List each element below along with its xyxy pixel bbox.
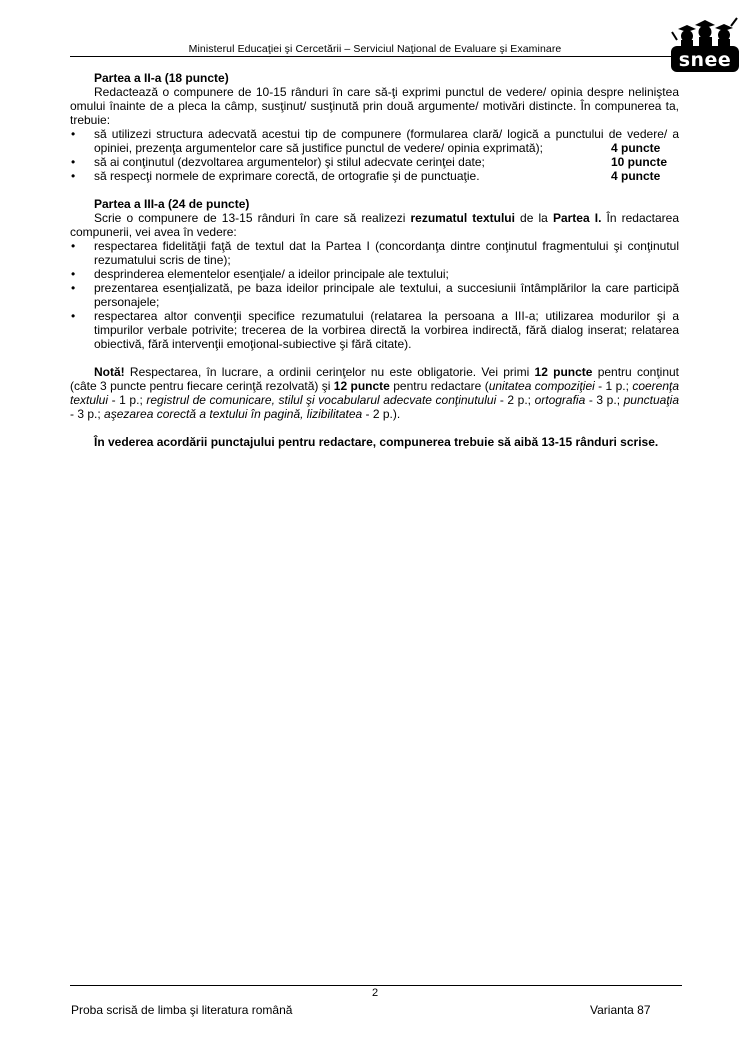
- note-label: Notă!: [94, 365, 125, 379]
- note-emphasis: 12 puncte: [534, 365, 593, 379]
- part2-intro: Redactează o compunere de 10-15 rânduri în care să-ţi exprimi punctul de vedere/ opinia despre neliniştea omului înainte de a pleca la câmp, susţinut/ susţinută prin două argumente/ motivări distincte. În compunerea ta, trebuie:: [70, 85, 679, 127]
- header-divider: [70, 56, 682, 57]
- requirement-text: desprinderea elementelor esenţiale/ a ideilor principale ale textului;: [94, 267, 449, 281]
- note-text: pentru redactare (: [389, 379, 489, 393]
- bullet-icon: •: [71, 169, 76, 183]
- note-text: pentru conţinut (câte 3 puncte pentru fiecare cerinţă rezolvată) şi: [70, 365, 680, 393]
- footer-variant: Varianta 87: [590, 1003, 651, 1017]
- note-text: - 2 p.;: [496, 393, 535, 407]
- requirement-text: să utilizezi structura adecvată acestui tip de compunere (formularea clară/ logică a punctului de vedere/ a opiniei, prezenţa argumentelor care să justifice punctul de vedere/ opinia exprimată);: [94, 127, 679, 155]
- note-italic: punctuaţia: [623, 393, 679, 407]
- note-emphasis: 12 puncte: [333, 379, 390, 393]
- footer-subject: Proba scrisă de limba şi literatura română: [71, 1003, 293, 1017]
- page-header-title: Ministerul Educaţiei şi Cercetării – Serviciul Naţional de Evaluare şi Examinare: [188, 43, 562, 55]
- note-italic: coerenţa textului: [70, 379, 680, 407]
- list-item: [70, 309, 679, 351]
- bullet-icon: •: [71, 281, 76, 295]
- part3-intro-text: Scrie o compunere de 13-15 rânduri în care să realizezi: [94, 211, 411, 225]
- list-item: [70, 155, 679, 169]
- footer-divider: [70, 985, 682, 986]
- bullet-icon: •: [71, 155, 76, 169]
- list-item: [70, 281, 679, 309]
- page-number: 2: [371, 987, 379, 999]
- part3-intro: [70, 211, 679, 239]
- grading-note: [70, 365, 679, 421]
- part3-intro-text: În redactarea compunerii, vei avea în vedere:: [70, 211, 679, 239]
- note-italic: aşezarea corectă a textului în pagină, lizibilitatea: [104, 407, 363, 421]
- bullet-icon: •: [71, 239, 76, 253]
- list-item: [70, 127, 679, 155]
- logo-text: snee: [678, 49, 732, 71]
- part3-title: Partea a III-a (24 de puncte): [94, 197, 250, 211]
- requirement-text: respectarea altor convenţii specifice rezumatului (relatarea la persoana a III-a; utilizarea modurilor şi a timpurilor verbale potrivite; trecerea de la vorbirea directă la vorbirea indirectă, fără dialog inserat; relatarea obiectivă, fără intervenţii emoţional-subiective şi fără citate).: [94, 309, 679, 351]
- part2-requirements-list: [70, 127, 679, 183]
- note-text: - 1 p.;: [594, 379, 633, 393]
- part3-intro-emphasis: Partea I.: [552, 211, 602, 225]
- requirement-text: respectarea fidelităţii faţă de textul dat la Partea I (concordanţa dintre conţinutul fragmentului şi conţinutul rezumatului scris de tine);: [94, 239, 679, 267]
- note-italic: unitatea compoziţiei: [488, 379, 595, 393]
- final-requirement: În vederea acordării punctajului pentru redactare, compunerea trebuie să aibă 13-15 rânduri scrise.: [94, 435, 659, 449]
- document-body: [70, 71, 679, 449]
- part3-intro-emphasis: rezumatul textului: [410, 211, 515, 225]
- note-text: - 3 p.;: [585, 393, 624, 407]
- note-text: - 2 p.).: [362, 407, 401, 421]
- part3-intro-text: de la: [514, 211, 553, 225]
- note-text: - 1 p.;: [108, 393, 147, 407]
- snee-logo: [669, 16, 741, 74]
- bullet-icon: •: [71, 267, 76, 281]
- part3-requirements-list: [70, 239, 679, 351]
- note-text: Respectarea, în lucrare, a ordinii cerinţelor nu este obligatorie. Vei primi: [124, 365, 535, 379]
- requirement-text: să ai conţinutul (dezvoltarea argumentelor) şi stilul adecvate cerinţei date;: [94, 155, 485, 169]
- requirement-points: 4 puncte: [611, 169, 661, 183]
- note-text: - 3 p.;: [70, 407, 105, 421]
- requirement-points: 10 puncte: [611, 155, 668, 169]
- list-item: [70, 239, 679, 267]
- bullet-icon: •: [71, 309, 76, 323]
- requirement-points: 4 puncte: [611, 141, 661, 155]
- part2-title: Partea a II-a (18 puncte): [94, 71, 229, 85]
- requirement-text: prezentarea esenţializată, pe baza ideilor principale ale textului, a succesiunii întâmplărilor la care participă personajele;: [94, 281, 679, 309]
- bullet-icon: •: [71, 127, 76, 141]
- note-italic: ortografia: [534, 393, 586, 407]
- list-item: [70, 267, 679, 281]
- note-italic: registrul de comunicare, stilul şi vocabularul adecvate conţinutului: [146, 393, 497, 407]
- requirement-text: să respecţi normele de exprimare corectă, de ortografie şi de punctuaţie.: [94, 169, 480, 183]
- list-item: [70, 169, 679, 183]
